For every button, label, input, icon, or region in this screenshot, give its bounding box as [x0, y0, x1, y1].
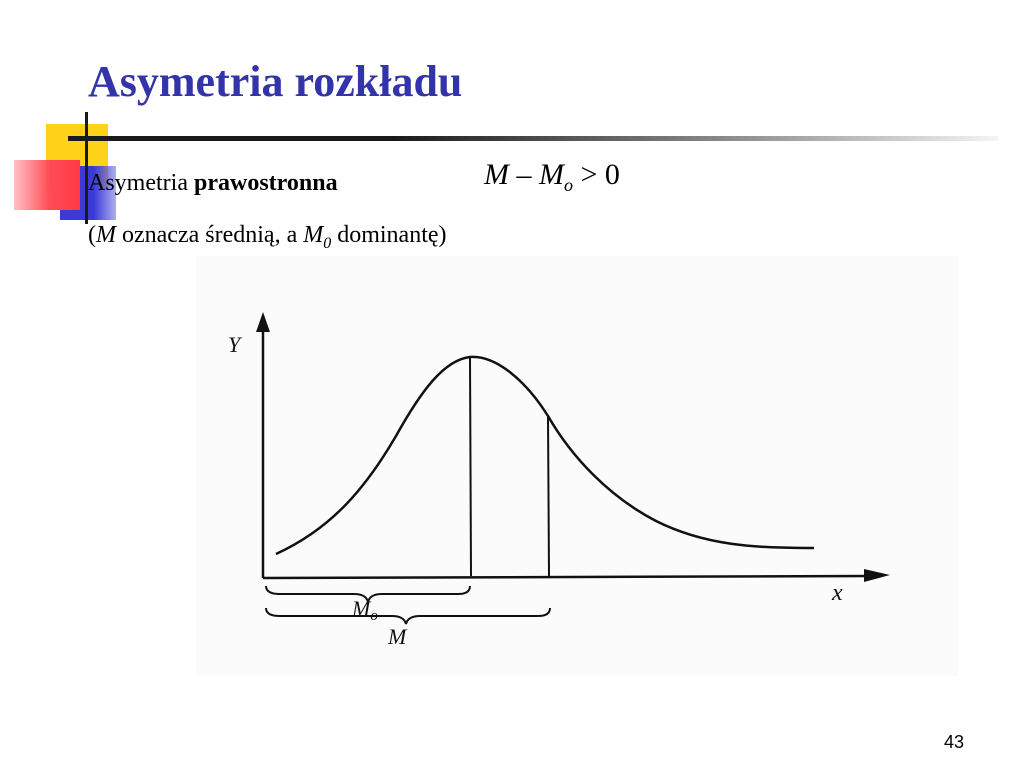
skewed-distribution-figure: [196, 256, 958, 676]
mode-label-sub: o: [370, 608, 378, 624]
formula-rest: > 0: [573, 158, 620, 191]
x-axis-label: x: [832, 580, 843, 606]
figure-background: [196, 256, 958, 676]
bullet-line-1: [88, 170, 338, 197]
formula-m: M: [484, 158, 509, 191]
formula-mo-sub: o: [564, 175, 573, 195]
bullet-line-2: [88, 222, 447, 253]
formula-minus: –: [509, 158, 539, 191]
line2-m0-sub: 0: [323, 234, 332, 252]
mode-line: [470, 358, 471, 576]
line2-m: M: [96, 222, 116, 248]
page-number: 43: [943, 732, 964, 752]
mean-label: M: [388, 624, 407, 649]
mean-line: [548, 416, 549, 576]
y-axis-label: Y: [228, 332, 241, 357]
line2-end: dominantę): [331, 222, 447, 248]
formula-mo: M: [539, 158, 564, 191]
slide-title: Asymetria rozkładu: [88, 57, 463, 106]
formula: [484, 158, 620, 196]
line2-m0: M: [303, 222, 324, 248]
line2-open: (: [88, 222, 96, 248]
decoration-vertical-line: [85, 112, 88, 224]
title-underline: [68, 136, 998, 141]
decoration-red-square: [14, 160, 80, 210]
line2-mid: oznacza średnią, a: [116, 222, 304, 248]
line1-bold-text: prawostronna: [193, 170, 338, 196]
mode-label-m: M: [352, 596, 371, 621]
line1-text: Asymetria: [88, 170, 188, 196]
